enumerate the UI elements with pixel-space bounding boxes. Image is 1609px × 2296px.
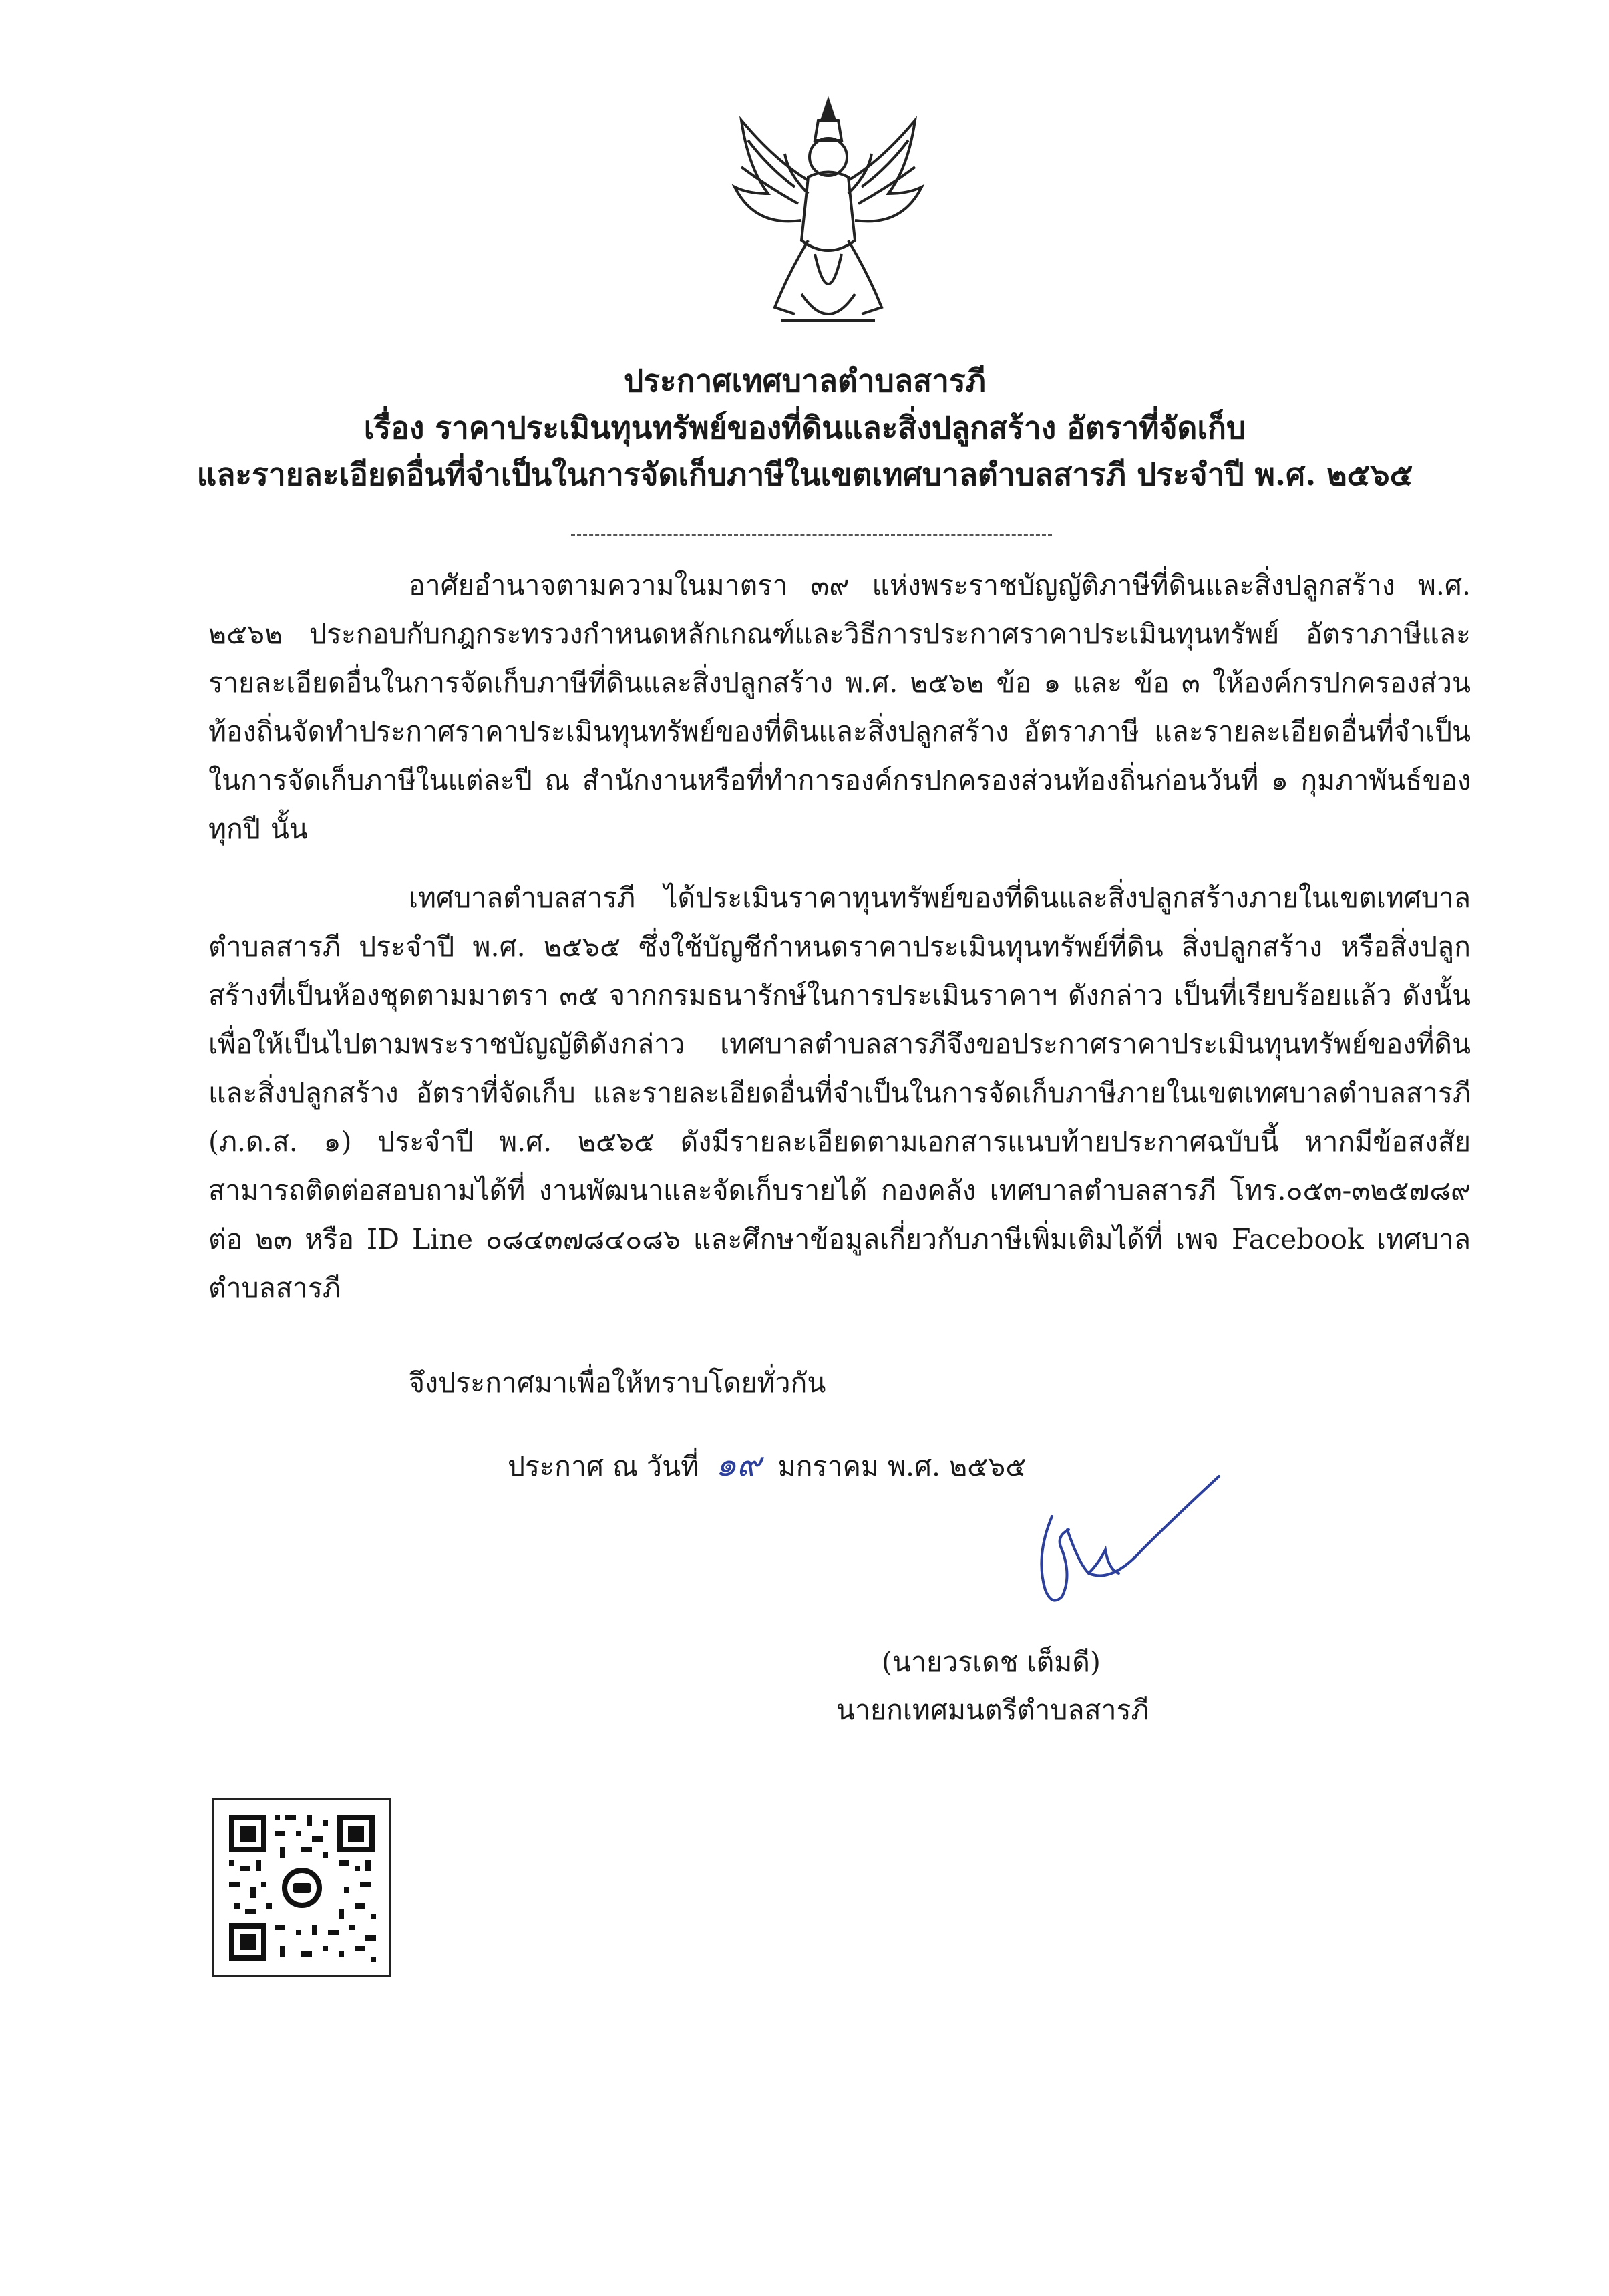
signatory-title: นายกเทศมนตรีตำบลสารภี — [836, 1694, 1149, 1726]
announcement-subject: เรื่อง ราคาประเมินทุนทรัพย์ของที่ดินและสิ่งปลูกสร้าง อัตราที่จัดเก็บ — [363, 409, 1246, 446]
date-prefix: ประกาศ ณ วันที่ — [508, 1450, 699, 1482]
announcement-body — [208, 561, 1471, 1333]
announcement-header — [174, 357, 1436, 498]
date-day-handwritten: ๑๙ — [715, 1445, 761, 1484]
signatory-name: (นายวรเดช เต็มดี) — [882, 1646, 1101, 1678]
qr-code-icon[interactable] — [212, 1798, 391, 1977]
paragraph-assessment: เทศบาลตำบลสารภี ได้ประเมินราคาทุนทรัพย์ของที่ดินและสิ่งปลูกสร้างภายในเขตเทศบาลตำบลสารภี ประจำปี พ.ศ. ๒๕๖๕ ซึ่งใช้บัญชีกำหนดราคาประเมินทุนทรัพย์ที่ดิน สิ่งปลูกสร้าง หรือสิ่งปลูกสร้างที่เป็นห้องชุดตามมาตรา ๓๕ จากกรมธนารักษ์ในการประเมินราคาฯ ดังกล่าว เป็นที่เรียบร้อยแล้ว ดังนั้น เพื่อให้เป็นไปตามพระราชบัญญัติดังกล่าว เทศบาลตำบลสารภีจึงขอประกาศราคาประเมินทุนทรัพย์ของที่ดินและสิ่งปลูกสร้าง อัตราที่จัดเก็บ และรายละเอียดอื่นที่จำเป็นในการจัดเก็บภาษีภายในเขตเทศบาลตำบลสารภี (ภ.ด.ส. ๑) ประจำปี พ.ศ. ๒๕๖๕ ดังมีรายละเอียดตามเอกสารแนบท้ายประกาศฉบับนี้ หากมีข้อสงสัยสามารถติดต่อสอบถามได้ที่ งานพัฒนาและจัดเก็บรายได้ กองคลัง เทศบาลตำบลสารภี โทร.๐๕๓-๓๒๕๗๘๙ ต่อ ๒๓ หรือ ID Line ๐๘๔๓๗๘๔๐๘๖ และศึกษาข้อมูลเกี่ยวกับภาษีเพิ่มเติมได้ที่ เพจ Facebook เทศบาลตำบลสารภี — [208, 882, 1471, 1304]
header-divider — [571, 534, 1052, 536]
date-month-year: มกราคม พ.ศ. ๒๕๖๕ — [777, 1450, 1027, 1482]
announcement-title: ประกาศเทศบาลตำบลสารภี — [624, 363, 986, 399]
signature-icon — [989, 1463, 1229, 1623]
closing-statement: จึงประกาศมาเพื่อให้ทราบโดยทั่วกัน — [409, 1367, 826, 1399]
garuda-emblem-icon — [721, 94, 935, 341]
announcement-subject-continued: และรายละเอียดอื่นที่จำเป็นในการจัดเก็บภาษีในเขตเทศบาลตำบลสารภี ประจำปี พ.ศ. ๒๕๖๕ — [196, 456, 1413, 492]
announcement-date — [508, 1444, 1026, 1486]
paragraph-legal-basis: อาศัยอำนาจตามความในมาตรา ๓๙ แห่งพระราชบัญญัติภาษีที่ดินและสิ่งปลูกสร้าง พ.ศ. ๒๕๖๒ ประกอบกับกฎกระทรวงกำหนดหลักเกณฑ์และวิธีการประกาศราคาประเมินทุนทรัพย์ อัตราภาษีและรายละเอียดอื่นในการจัดเก็บภาษีที่ดินและสิ่งปลูกสร้าง พ.ศ. ๒๕๖๒ ข้อ ๑ และ ข้อ ๓ ให้องค์กรปกครองส่วนท้องถิ่นจัดทำประกาศราคาประเมินทุนทรัพย์ของที่ดินและสิ่งปลูกสร้าง อัตราภาษี และรายละเอียดอื่นที่จำเป็นในการจัดเก็บภาษีในแต่ละปี ณ สำนักงานหรือที่ทำการองค์กรปกครองส่วนท้องถิ่นก่อนวันที่ ๑ กุมภาพันธ์ของทุกปี นั้น — [208, 569, 1471, 845]
